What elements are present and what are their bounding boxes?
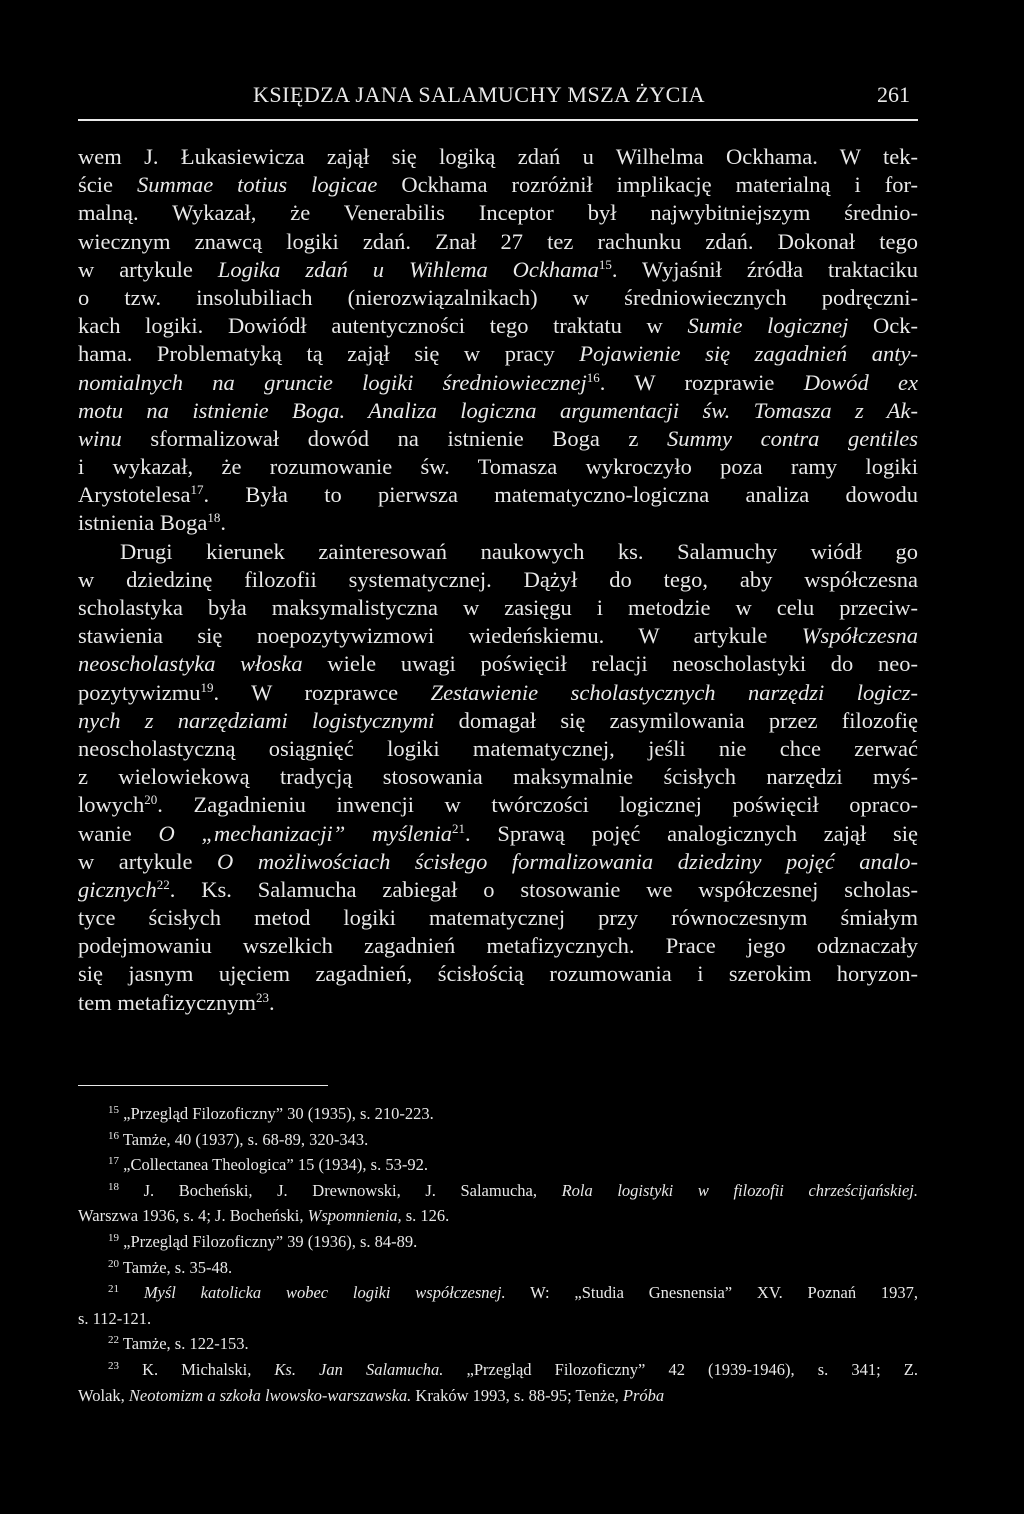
- italic-run: neoscholastyka włoska: [78, 651, 303, 677]
- text-run: Ock-: [848, 313, 918, 339]
- italic-run: motu na istnienie Boga. Analiza logiczna argumentacji św. Tomasza z Ak-: [78, 397, 918, 423]
- text-run: .: [220, 510, 226, 536]
- text-run: tem metafizycznym: [78, 989, 257, 1015]
- italic-run: Logika zdań u Wihlema Ockhama: [217, 256, 599, 282]
- text-run: hama. Problematyką tą zajął się w pracy: [78, 341, 580, 367]
- running-title: KSIĘDZA JANA SALAMUCHY MSZA ŻYCIA: [253, 82, 706, 107]
- body-line: [78, 256, 918, 284]
- italic-run: Współczesna: [801, 623, 918, 649]
- footnote-ref: 17: [108, 1155, 119, 1168]
- footnote-line: [78, 1178, 918, 1204]
- footnote-ref: 18: [207, 510, 221, 526]
- body-line: [78, 369, 918, 397]
- body-line: [78, 284, 918, 312]
- text-run: i wykazał, że rozumowanie św. Tomasza wykroczyło poza ramy logiki: [78, 454, 918, 480]
- footnote-ref: 22: [108, 1334, 119, 1347]
- text-run: s. 112-121.: [78, 1308, 152, 1328]
- body-line: [78, 707, 918, 735]
- text-run: „Collectanea Theologica” 15 (1934), s. 53-92.: [119, 1155, 428, 1175]
- text-run: Wolak,: [78, 1385, 129, 1405]
- footnote-ref: 22: [156, 876, 170, 892]
- text-run: lowych: [78, 792, 145, 818]
- text-run: malną. Wykazał, że Venerabilis Inceptor był najwybitniejszym średnio-: [78, 200, 918, 226]
- body-line: [78, 650, 918, 678]
- text-run: „Przegląd Filozoficzny” 42 (1939-1946), s. 341; Z.: [443, 1359, 918, 1379]
- footnote-ref: 21: [451, 820, 465, 836]
- text-run: K. Michalski,: [119, 1359, 275, 1379]
- text-run: o tzw. insolubiliach (nierozwiązalnikach) w średniowiecznych podręczni-: [78, 284, 918, 310]
- text-run: Kraków 1993, s. 88-95; Tenże,: [411, 1385, 623, 1405]
- footnote-ref: 21: [108, 1283, 119, 1296]
- text-run: . Była to pierwsza matematyczno-logiczna analiza dowodu: [203, 482, 918, 508]
- footnote-line: [78, 1306, 918, 1332]
- body-line: [78, 876, 918, 904]
- italic-run: Summy contra gentiles: [667, 425, 919, 451]
- footnote-line: [78, 1152, 918, 1178]
- text-run: wiecznym znawcą logiki zdań. Znał 27 tez rachunku zdań. Dokonał tego: [78, 228, 918, 254]
- text-run: . Wyjaśnił źródła traktaciku: [611, 256, 919, 282]
- text-run: podejmowaniu wszelkich zagadnień metafizycznych. Prace jego odznaczały: [78, 933, 918, 959]
- text-run: kach logiki. Dowiódł autentyczności tego traktatu w: [78, 313, 688, 339]
- footnote-line: [78, 1383, 918, 1409]
- footnote-ref: 23: [108, 1359, 119, 1372]
- footnote-ref: 17: [190, 482, 204, 498]
- body-text: [78, 143, 918, 1017]
- body-line: [78, 904, 918, 932]
- footnotes: [78, 1101, 918, 1408]
- text-run: sformalizował dowód na istnienie Boga z: [121, 425, 668, 451]
- text-run: [119, 1283, 144, 1302]
- footnote-ref: 15: [108, 1104, 119, 1116]
- page-number: 261: [877, 82, 910, 107]
- footnote-ref: 19: [108, 1231, 119, 1244]
- italic-run: Wspomnienia,: [307, 1206, 402, 1226]
- text-run: ście: [78, 172, 137, 198]
- header-rule: [78, 119, 918, 121]
- footnote-ref: 19: [200, 679, 214, 695]
- body-line: [78, 397, 918, 425]
- text-run: się jasnym ujęciem zagadnień, ścisłością rozumowania i szerokim horyzon-: [78, 961, 918, 987]
- italic-run: winu: [78, 425, 122, 451]
- footnote-ref: 18: [108, 1180, 119, 1193]
- text-run: . W rozprawce: [213, 679, 431, 705]
- footnote-line: [78, 1331, 918, 1357]
- text-run: .: [269, 989, 275, 1015]
- body-line: [78, 509, 918, 537]
- body-line: [78, 791, 918, 819]
- footnote-ref: 23: [256, 989, 270, 1005]
- body-line: [78, 481, 918, 509]
- footnote-ref: 15: [598, 256, 612, 272]
- text-run: pozytywizmu: [78, 679, 201, 705]
- body-line: [78, 340, 918, 368]
- italic-run: Pojawienie się zagadnień anty-: [579, 341, 918, 367]
- text-run: s. 126.: [401, 1206, 450, 1226]
- text-run: w dziedzinę filozofii systematycznej. Dążył do tego, aby współczesna: [78, 566, 918, 592]
- text-run: tyce ścisłych metod logiki matematycznej przy równoczesnym śmiałym: [78, 905, 918, 931]
- body-line: [78, 199, 918, 227]
- text-run: . W rozprawie: [599, 369, 804, 395]
- footnote-line: [78, 1101, 918, 1127]
- text-run: J. Bocheński, J. Drewnowski, J. Salamucha,: [119, 1180, 562, 1200]
- text-run: Drugi kierunek zainteresowań naukowych ks. Salamuchy wiódł go: [120, 538, 918, 564]
- text-run: w artykule: [78, 256, 218, 282]
- text-run: wem J. Łukasiewicza zajął się logiką zdań u Wilhelma Ockhama. W tek-: [78, 144, 918, 169]
- body-line: [78, 679, 918, 707]
- italic-run: nomialnych na gruncie logiki średniowiecznej: [78, 369, 587, 395]
- italic-run: Myśl katolicka wobec logiki współczesnej.: [143, 1283, 506, 1303]
- body-line: [78, 848, 918, 876]
- body-line: [78, 932, 918, 960]
- text-run: . Zagadnieniu inwencji w twórczości logicznej poświęcił opraco-: [157, 792, 918, 818]
- body-line: [78, 143, 918, 171]
- text-run: Warszwa 1936, s. 4; J. Bocheński,: [78, 1206, 308, 1226]
- text-run: neoscholastyczną osiągnięć logiki matematycznej, jeśli nie chce zerwać: [78, 735, 918, 761]
- footnote-line: [78, 1127, 918, 1153]
- body-line: [78, 453, 918, 481]
- footnote-ref: 16: [108, 1129, 119, 1142]
- body-line: [78, 820, 918, 848]
- text-run: domagał się zasymilowania przez filozofię: [434, 707, 918, 733]
- footnote-ref: 16: [586, 369, 600, 385]
- text-run: Tamże, s. 122-153.: [119, 1334, 249, 1354]
- text-run: „Przegląd Filozoficzny” 30 (1935), s. 210-223.: [119, 1104, 434, 1123]
- italic-run: Dowód ex: [803, 369, 918, 395]
- body-line: [78, 425, 918, 453]
- body-line: [78, 622, 918, 650]
- text-run: wanie: [78, 820, 159, 846]
- footnote-ref: 20: [144, 792, 158, 808]
- footnote-line: [78, 1280, 918, 1306]
- italic-run: Zestawienie scholastycznych narzędzi logicz-: [430, 679, 918, 705]
- body-line: [78, 763, 918, 791]
- footnote-line: [78, 1229, 918, 1255]
- text-run: z wielowiekową tradycją stosowania maksymalnie ścisłych narzędzi myś-: [78, 764, 918, 790]
- body-line: [78, 735, 918, 763]
- body-line: [78, 538, 918, 566]
- text-run: Tamże, 40 (1937), s. 68-89, 320-343.: [119, 1129, 369, 1149]
- body-line: [78, 594, 918, 622]
- text-run: w artykule: [78, 848, 218, 874]
- text-run: stawienia się noepozytywizmowi wiedeńskiemu. W artykule: [78, 623, 802, 649]
- footnote-line: [78, 1357, 918, 1383]
- italic-run: Ks. Jan Salamucha.: [274, 1359, 444, 1379]
- footnote-separator: [78, 1085, 328, 1086]
- body-line: [78, 312, 918, 340]
- text-run: . Ks. Salamucha zabiegał o stosowanie we współczesnej scholas-: [169, 876, 918, 902]
- italic-run: Rola logistyki w filozofii chrześcijańskiej.: [561, 1180, 918, 1200]
- italic-run: Neotomizm a szkoła lwowsko-warszawska.: [128, 1385, 412, 1405]
- text-run: „Przegląd Filozoficzny” 39 (1936), s. 84-89.: [119, 1231, 418, 1251]
- text-run: Tamże, s. 35-48.: [119, 1257, 233, 1277]
- text-run: scholastyka była maksymalistyczna w zasięgu i metodzie w celu przeciw-: [78, 595, 918, 620]
- italic-run: nych z narzędziami logistycznymi: [78, 707, 435, 733]
- text-run: W: „Studia Gnesnensia” XV. Poznań 1937,: [505, 1283, 919, 1303]
- italic-run: gicznych: [78, 876, 157, 902]
- text-run: . Sprawą pojęć analogicznych zajął się: [464, 820, 918, 846]
- text-run: istnienia Boga: [78, 510, 208, 536]
- footnote-line: [78, 1255, 918, 1281]
- footnote-line: [78, 1203, 918, 1229]
- page-header: [78, 82, 918, 116]
- text-run: Ockhama rozróżnił implikację materialną i for-: [377, 172, 918, 198]
- body-line: [78, 228, 918, 256]
- body-line: [78, 989, 918, 1017]
- italic-run: Summae totius logicae: [136, 172, 378, 198]
- body-line: [78, 171, 918, 199]
- italic-run: Próba: [622, 1385, 665, 1405]
- footnote-ref: 20: [108, 1257, 119, 1270]
- body-line: [78, 566, 918, 594]
- italic-run: O możliwościach ścisłego formalizowania dziedziny pojęć analo-: [217, 848, 918, 874]
- text-run: Arystotelesa: [78, 482, 191, 508]
- text-run: wiele uwagi poświęcił relacji neoscholastyki do neo-: [302, 651, 918, 677]
- body-line: [78, 960, 918, 988]
- italic-run: O „mechanizacji” myślenia: [158, 820, 452, 846]
- italic-run: Sumie logicznej: [687, 313, 849, 339]
